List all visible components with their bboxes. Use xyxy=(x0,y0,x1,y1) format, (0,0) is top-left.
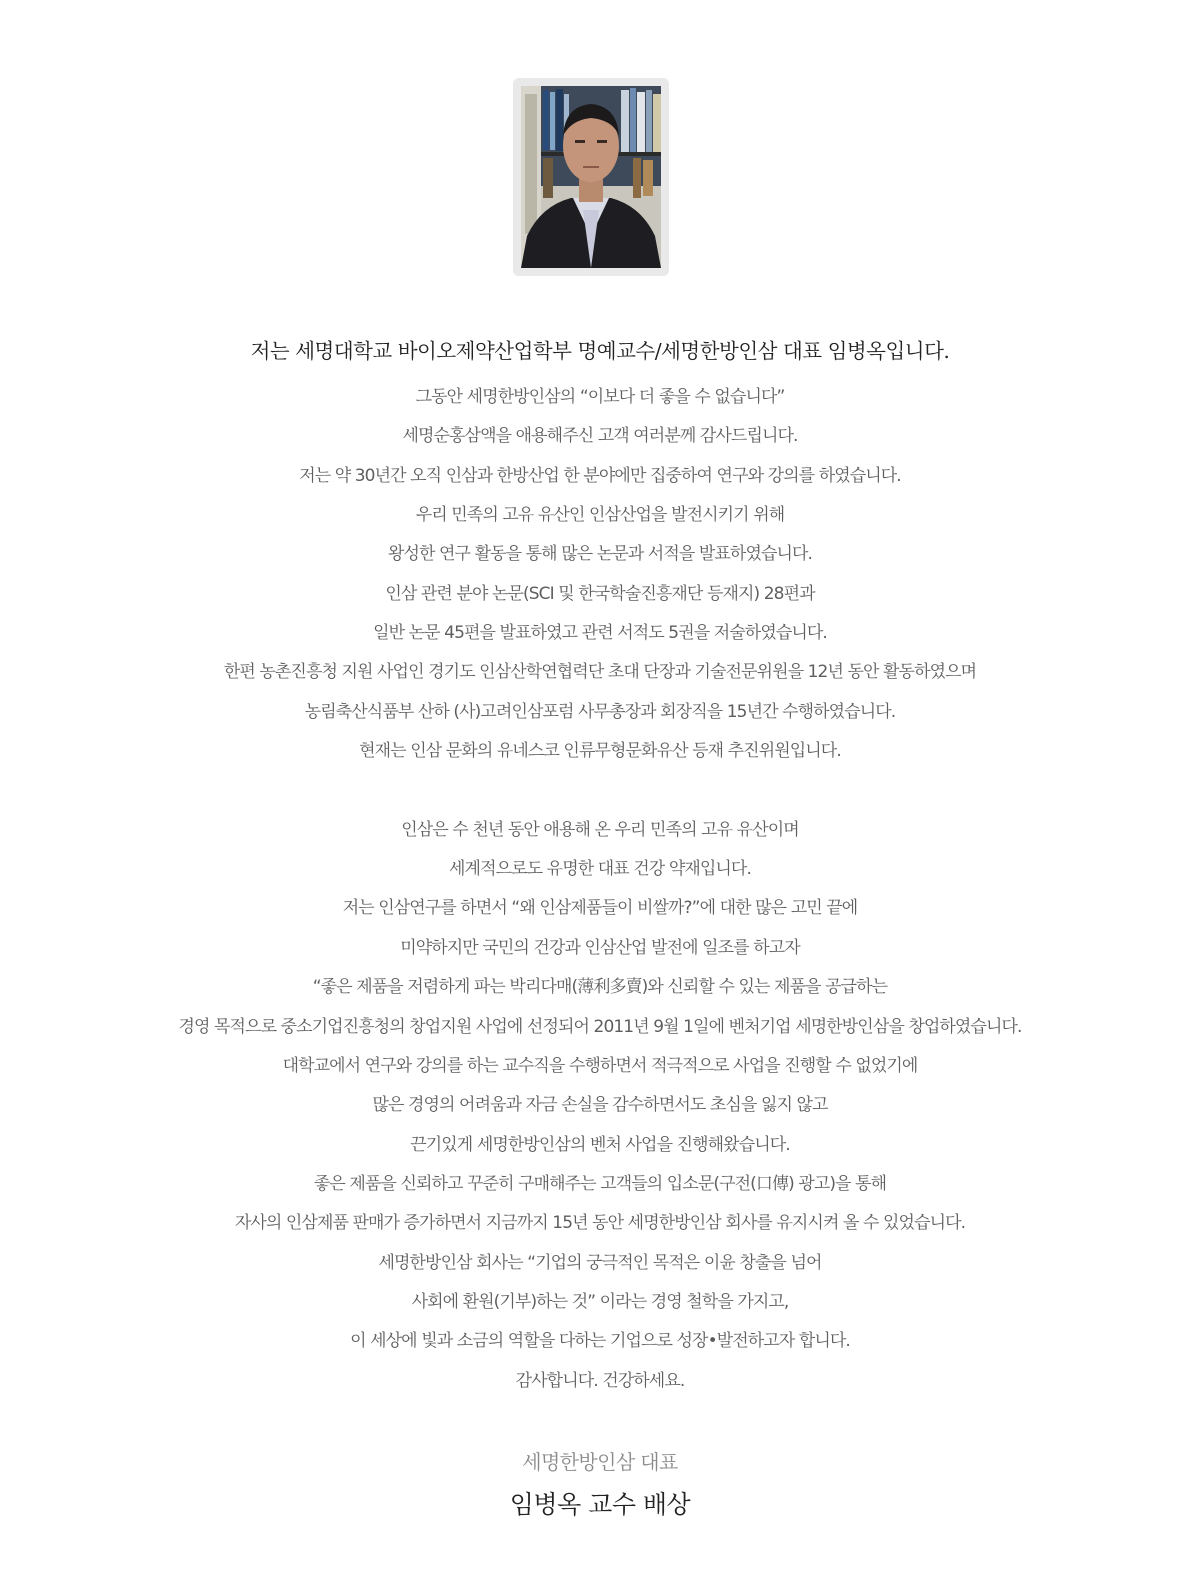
body-line: 농림축산식품부 산하 (사)고려인삼포럼 사무총장과 회장직을 15년간 수행하였습니다. xyxy=(304,701,896,722)
signature-name: 임병옥 교수 배상 xyxy=(509,1490,691,1519)
greeting-body xyxy=(0,379,1200,1402)
body-line: 많은 경영의 어려움과 자금 손실을 감수하면서도 초심을 잃지 않고 xyxy=(372,1095,828,1116)
body-line: 우리 민족의 고유 유산인 인삼산업을 발전시키기 위해 xyxy=(415,505,785,526)
body-line: 경영 목적으로 중소기업진흥청의 창업지원 사업에 선정되어 2011년 9월 1일에 벤처기업 세명한방인삼을 창업하였습니다. xyxy=(178,1016,1022,1037)
body-line: 일반 논문 45편을 발표하였고 관련 서적도 5권을 저술하였습니다. xyxy=(373,623,827,644)
body-line: 인삼은 수 천년 동안 애용해 온 우리 민족의 고유 유산이며 xyxy=(401,819,799,840)
body-line: 이 세상에 빛과 소금의 역할을 다하는 기업으로 성장•발전하고자 합니다. xyxy=(350,1331,850,1352)
body-line: 미약하지만 국민의 건강과 인삼산업 발전에 일조를 하고자 xyxy=(400,937,800,958)
body-line: 대학교에서 연구와 강의를 하는 교수직을 수행하면서 적극적으로 사업을 진행할 수 없었기에 xyxy=(282,1055,918,1076)
body-line: 끈기있게 세명한방인삼의 벤처 사업을 진행해왔습니다. xyxy=(410,1134,790,1155)
headline: 저는 세명대학교 바이오제약산업학부 명예교수/세명한방인삼 대표 임병옥입니다. xyxy=(250,339,950,363)
body-line: 세계적으로도 유명한 대표 건강 약재입니다. xyxy=(449,859,751,880)
body-line: “좋은 제품을 저렴하게 파는 박리다매(薄利多賣)와 신뢰할 수 있는 제품을 공급하는 xyxy=(312,977,888,998)
body-line: 저는 약 30년간 오직 인삼과 한방산업 한 분야에만 집중하여 연구와 강의를 하였습니다. xyxy=(299,465,901,486)
body-line: 세명한방인삼 회사는 “기업의 궁극적인 목적은 이윤 창출을 넘어 xyxy=(378,1252,822,1273)
body-line: 사회에 환원(기부)하는 것” 이라는 경영 철학을 가지고, xyxy=(411,1291,789,1312)
body-line: 자사의 인삼제품 판매가 증가하면서 지금까지 15년 동안 세명한방인삼 회사를 유지시켜 올 수 있었습니다. xyxy=(234,1213,966,1234)
body-line: 인삼 관련 분야 논문(SCI 및 한국학술진흥재단 등재지) 28편과 xyxy=(385,583,815,604)
paragraph-spacer xyxy=(0,772,1200,811)
portrait-photo xyxy=(521,86,661,268)
body-line: 현재는 인삼 문화의 유네스코 인류무형문화유산 등재 추진위원입니다. xyxy=(359,741,841,762)
body-line: 그동안 세명한방인삼의 “이보다 더 좋을 수 없습니다” xyxy=(415,387,785,407)
portrait-frame xyxy=(513,78,669,276)
body-line: 한편 농촌진흥청 지원 사업인 경기도 인삼산학연협력단 초대 단장과 기술전문위원을 12년 동안 활동하였으며 xyxy=(223,662,977,683)
body-line: 좋은 제품을 신뢰하고 꾸준히 구매해주는 고객들의 입소문(구전(口傳) 광고)을 통해 xyxy=(313,1173,887,1194)
signature-role: 세명한방인삼 대표 xyxy=(522,1450,678,1474)
body-line: 세명순홍삼액을 애용해주신 고객 여러분께 감사드립니다. xyxy=(402,426,798,447)
body-line: 감사합니다. 건강하세요. xyxy=(515,1370,685,1391)
body-line: 왕성한 연구 활동을 통해 많은 논문과 서적을 발표하였습니다. xyxy=(387,544,813,565)
body-line: 저는 인삼연구를 하면서 “왜 인삼제품들이 비쌀까?”에 대한 많은 고민 끝에 xyxy=(342,898,858,919)
